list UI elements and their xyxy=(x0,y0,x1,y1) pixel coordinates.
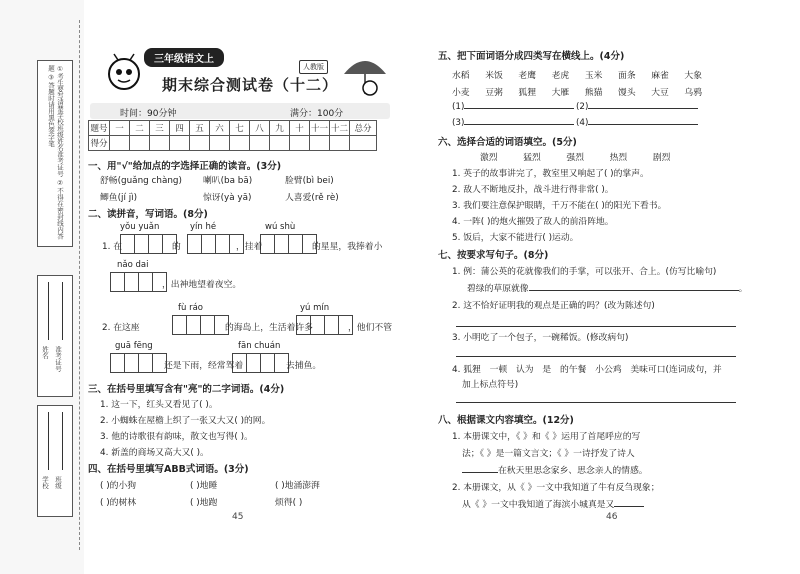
word: 乌鸦 xyxy=(684,88,703,98)
word: 大豆 xyxy=(651,88,669,98)
answer-line[interactable] xyxy=(456,326,736,327)
notes-box xyxy=(37,60,73,247)
question-item: 2. 这不恰好证明我的观点是正确的吗？(改为陈述句) xyxy=(452,301,655,311)
score-header-cell: 十二 xyxy=(330,121,350,136)
section-5-heading: 五、把下面词语分成四类写在横线上。(4分) xyxy=(438,51,625,62)
score-table-row xyxy=(89,136,377,151)
school-line[interactable] xyxy=(48,412,49,470)
blank-label: (3) xyxy=(452,118,465,128)
question-item[interactable] xyxy=(462,497,644,510)
score-header-cell: 题号 xyxy=(89,121,110,136)
word: 狐狸 xyxy=(518,88,537,98)
pinyin-label: fù ráo xyxy=(178,303,203,313)
question-item: 加上标点符号) xyxy=(462,380,519,390)
pinyin-label: yín hé xyxy=(190,222,217,232)
school-box xyxy=(37,405,73,517)
word: 馒头 xyxy=(618,88,636,98)
score-header-cell: 九 xyxy=(270,121,290,136)
binding-strip xyxy=(0,0,84,574)
pinyin-item[interactable]: 喇叭(ba bā) xyxy=(203,176,253,186)
pinyin-label: nǎo dai xyxy=(117,260,149,270)
class-line[interactable] xyxy=(62,412,63,470)
sentence-part: 的星星，我捧着小 xyxy=(312,242,383,252)
score-header-cell: 总分 xyxy=(350,121,377,136)
score-cell[interactable] xyxy=(270,136,290,151)
word-list xyxy=(452,68,702,81)
category-blank[interactable] xyxy=(452,118,574,128)
category-blank[interactable] xyxy=(576,102,698,112)
score-header-cell: 一 xyxy=(110,121,130,136)
word: 老虎 xyxy=(551,71,570,81)
score-header-cell: 八 xyxy=(250,121,270,136)
grade-badge: 三年级语文上 xyxy=(144,48,224,67)
question-item: 1. 例：蒲公英的花就像我们的手掌，可以张开、合上。(仿写比喻句) xyxy=(452,267,717,277)
question-item[interactable]: 4. 新盖的商场又高大又( )。 xyxy=(100,448,209,458)
word-list xyxy=(452,85,702,98)
score-table-header xyxy=(89,121,377,136)
sentence-part: 的 xyxy=(172,242,181,252)
question-item: 3. 小明吃了一个包子，一碗稀饭。(修改病句) xyxy=(452,333,629,343)
pinyin-item[interactable]: 惊讶(yà yā) xyxy=(203,193,252,203)
section-4-heading: 四、在括号里填写ABB式词语。(3分) xyxy=(88,464,249,475)
score-cell[interactable] xyxy=(290,136,310,151)
class-label: 班级 xyxy=(54,476,62,489)
score-header-cell: 四 xyxy=(170,121,190,136)
mascot-umbrella-icon xyxy=(340,50,390,100)
page-number-left: 45 xyxy=(232,512,244,522)
pinyin-item[interactable]: 人喜爱(rě rè) xyxy=(285,193,339,203)
pinyin-item[interactable]: 脸臂(bì bei) xyxy=(285,176,334,186)
score-cell[interactable] xyxy=(110,136,130,151)
score-row-label: 得分 xyxy=(89,136,110,151)
question-item[interactable] xyxy=(462,463,648,476)
name-line[interactable] xyxy=(48,282,49,340)
pinyin-item[interactable]: 舒畅(guǎng chàng) xyxy=(100,176,182,186)
score-cell[interactable] xyxy=(230,136,250,151)
pinyin-label: fān chuán xyxy=(238,341,281,351)
school-label: 学校 xyxy=(41,476,49,489)
word-choice: 猛烈 xyxy=(523,153,541,163)
pinyin-label: yú mín xyxy=(300,303,330,313)
char-grid[interactable] xyxy=(187,234,243,254)
name-box xyxy=(37,275,73,397)
word-choice: 激烈 xyxy=(480,153,498,163)
blank-label: (4) xyxy=(576,118,589,128)
blank-label: (1) xyxy=(452,102,465,112)
word: 水稻 xyxy=(452,71,470,81)
sentence-part: 2. 在这座 xyxy=(102,323,140,333)
score-header-cell: 三 xyxy=(150,121,170,136)
sentence-part: ，挂着 xyxy=(236,242,263,252)
pinyin-label: guā fēng xyxy=(115,341,153,351)
char-grid[interactable] xyxy=(172,315,228,335)
question-item[interactable]: 法；《 》是一篇文言文；《 》一诗抒发了诗人 xyxy=(462,449,635,459)
abb-item[interactable]: ( )地跑 xyxy=(190,498,218,508)
question-item[interactable]: 5. 饭后，大家不能进行( )运动。 xyxy=(452,233,579,243)
word-choice: 强烈 xyxy=(566,153,585,163)
word: 米饭 xyxy=(485,71,503,81)
word: 豆粥 xyxy=(485,88,503,98)
abb-item[interactable]: ( )地睡 xyxy=(190,481,218,491)
score-cell[interactable] xyxy=(150,136,170,151)
score-header-cell: 十 xyxy=(290,121,310,136)
section-7-heading: 七、按要求写句子。(8分) xyxy=(438,250,549,261)
sentence-part: ，出神地望着夜空。 xyxy=(162,280,242,290)
abb-item[interactable]: ( )的小狗 xyxy=(100,481,137,491)
char-grid[interactable] xyxy=(110,272,166,292)
question-item[interactable]: 2. 本册课文，从《 》一文中我知道了牛有反刍现象； xyxy=(452,483,660,493)
answer-line[interactable] xyxy=(456,356,736,357)
exam-no-label: 准考证号 xyxy=(54,346,62,372)
word: 面条 xyxy=(618,71,636,81)
prompt-text: 从《 》一文中我知道了海滨小城真是又 xyxy=(462,500,615,510)
sentence-part: 还是下雨，经常驾着 xyxy=(164,361,244,371)
section-3-heading: 三、在括号里填写含有"亮"的二字词语。(4分) xyxy=(88,384,285,395)
answer-line[interactable]: 碧绿的草原就像 。 xyxy=(467,284,748,294)
score-cell[interactable] xyxy=(170,136,190,151)
page-number-right: 46 xyxy=(606,512,618,522)
sentence-part: 1. 在 xyxy=(102,242,122,252)
word: 玉米 xyxy=(584,71,603,81)
exam-title: 期末综合测试卷（十二） xyxy=(162,76,339,94)
section-1-heading: 一、用"√"给加点的字选择正确的读音。(3分) xyxy=(88,161,282,172)
category-blank[interactable] xyxy=(452,102,574,112)
blank-label: (2) xyxy=(576,102,589,112)
score-table xyxy=(88,120,377,151)
word: 大雁 xyxy=(551,88,570,98)
word: 大象 xyxy=(684,71,703,81)
abb-item[interactable]: ( )的树林 xyxy=(100,498,137,508)
answer-line[interactable] xyxy=(456,402,736,403)
word: 麻雀 xyxy=(651,71,669,81)
score-cell[interactable] xyxy=(330,136,350,151)
word-choice: 热烈 xyxy=(609,153,628,163)
mascot-megaphone-icon xyxy=(102,52,146,92)
abb-item[interactable]: ( )地涌澎湃 xyxy=(275,481,320,491)
score-cell[interactable] xyxy=(130,136,150,151)
word-choices xyxy=(480,150,670,163)
full-score: 满分：100分 xyxy=(290,109,344,119)
question-item[interactable]: 3. 他的诗歌很有韵味，散文也写得( )。 xyxy=(100,432,253,442)
score-cell[interactable] xyxy=(250,136,270,151)
score-header-cell: 六 xyxy=(210,121,230,136)
prompt-text: 在秋天里思念家乡、思念亲人的情感。 xyxy=(498,466,648,476)
question-item[interactable]: 1. 英子的故事讲完了，教室里又响起了( )的掌声。 xyxy=(452,169,649,179)
score-cell[interactable] xyxy=(190,136,210,151)
score-header-cell: 五 xyxy=(190,121,210,136)
sentence-part: 的海岛上，生活着许多 xyxy=(225,323,313,333)
sentence-part: 去捕鱼。 xyxy=(286,361,322,371)
section-6-heading: 六、选择合适的词语填空。(5分) xyxy=(438,137,577,148)
word: 老鹰 xyxy=(518,71,537,81)
question-item[interactable]: 2. 小蜘蛛在屋檐上织了一张又大又( )的网。 xyxy=(100,416,271,426)
pinyin-label: yǒu yuǎn xyxy=(120,222,160,232)
question-item[interactable]: 1. 这一下，红头又看见了( )。 xyxy=(100,400,218,410)
pinyin-label: wú shù xyxy=(265,222,296,232)
sentence-part: ，他们不管 xyxy=(348,323,392,333)
name-label: 姓名 xyxy=(41,346,49,359)
question-item: 4. 狐狸 一顿 认为 是 的午餐 小公鸡 美味可口(连词成句，并 xyxy=(452,365,722,375)
score-header-cell: 十一 xyxy=(310,121,330,136)
section-8-heading: 八、根据课文内容填空。(12分) xyxy=(438,415,574,426)
score-header-cell: 二 xyxy=(130,121,150,136)
word-choice: 剧烈 xyxy=(652,153,671,163)
section-2-heading: 二、读拼音，写词语。(8分) xyxy=(88,209,208,220)
char-grid[interactable] xyxy=(120,234,176,254)
score-cell[interactable] xyxy=(310,136,330,151)
char-grid[interactable] xyxy=(260,234,316,254)
edition-tag: 人教版 xyxy=(299,60,328,74)
time-score-bar xyxy=(90,103,390,119)
binding-notes: ①考生要写清楚学校班级姓名准考证号 ②不得在密封线内答题 ③答题时请用黑色签字笔 xyxy=(47,65,64,240)
score-cell[interactable] xyxy=(350,136,377,151)
category-blank[interactable] xyxy=(576,118,698,128)
time-limit: 时间：90分钟 xyxy=(120,109,177,119)
word: 小麦 xyxy=(452,88,470,98)
seal-line xyxy=(79,20,80,550)
exam-no-line[interactable] xyxy=(62,282,63,340)
abb-item[interactable]: 烦得( ) xyxy=(275,498,303,508)
score-cell[interactable] xyxy=(210,136,230,151)
prompt-text: 碧绿的草原就像 xyxy=(467,284,529,294)
question-item[interactable]: 3. 我们要注意保护眼睛，千万不能在( )的阳光下看书。 xyxy=(452,201,667,211)
score-header-cell: 七 xyxy=(230,121,250,136)
word: 熊猫 xyxy=(584,88,603,98)
question-item[interactable]: 2. 敌人不断地反扑，战斗进行得非常( )。 xyxy=(452,185,614,195)
char-grid[interactable] xyxy=(110,353,166,373)
question-item[interactable]: 1. 本册课文中，《 》和《 》运用了首尾呼应的写 xyxy=(452,432,641,442)
pinyin-item[interactable]: 鲫鱼(jí jì) xyxy=(100,193,138,203)
question-item[interactable]: 4. 一阵( )的炮火摧毁了敌人的前沿阵地。 xyxy=(452,217,614,227)
